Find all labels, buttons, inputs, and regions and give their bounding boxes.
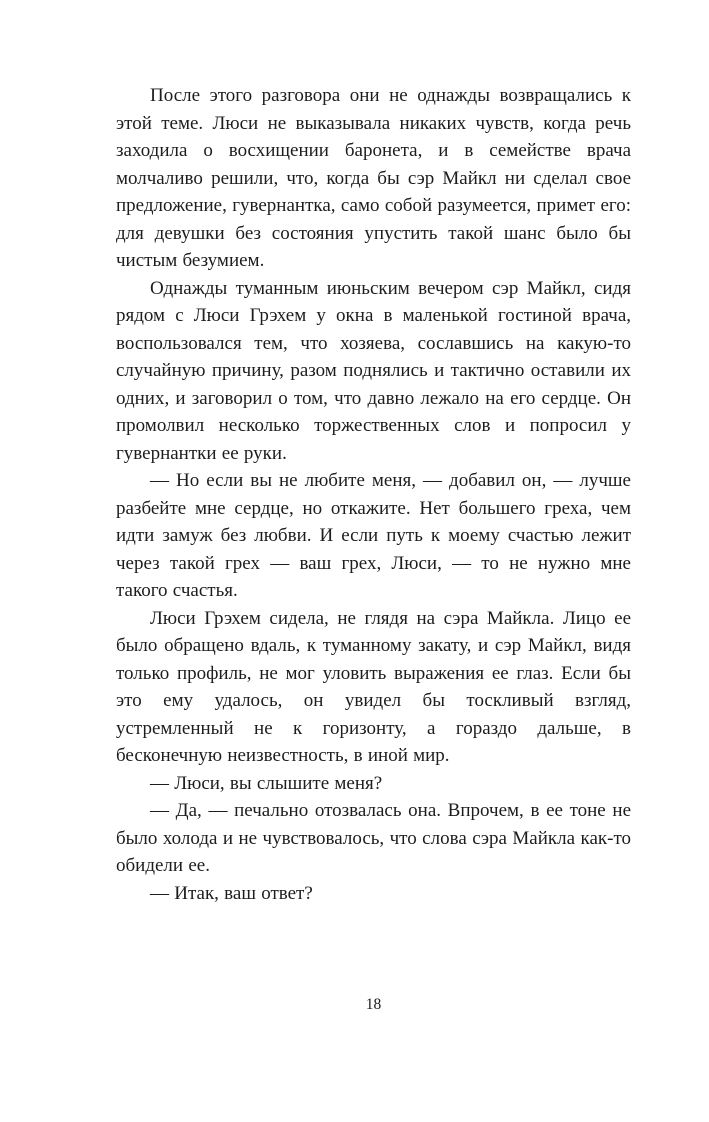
paragraph-dialogue: — Но если вы не любите меня, — добавил он, — лучше разбейте мне сердце, но откажите. Нет большего греха, чем идти замуж без любви. И если путь к моему счастью лежит через такой грех — ваш грех, Люси, — то не нужно мне такого счастья. [116,470,631,601]
paragraph-dialogue: — Итак, ваш ответ? [150,882,313,904]
paragraph: После этого разговора они не однажды возвращались к этой теме. Люси не выказывала никаких чувств, когда речь заходила о восхищении баронета, и в семействе врача молчаливо решили, что, когда бы сэр Майкл ни сделал свое предложение, гувернантка, само собой разумеется, примет его: для девушки без состояния упустить такой шанс было бы чистым безумием. [116,85,631,271]
paragraph-dialogue: — Люси, вы слышите меня? [150,772,383,794]
paragraph: Однажды туманным июньским вечером сэр Майкл, сидя рядом с Люси Грэхем у окна в маленькой гостиной врача, воспользовался тем, что хозяева, сославшись на какую-то случайную причину, разом поднялись и тактично оставили их одних, и заговорил о том, что давно лежало на его сердце. Он промолвил несколько торжественных слов и попросил у гувернантки ее руки. [116,277,631,464]
page-number: 18 [365,996,382,1013]
book-page-text [116,82,631,907]
paragraph-dialogue: — Да, — печально отозвалась она. Впрочем, в ее тоне не было холода и не чувствовалось, что слова сэра Майкла как-то обидели ее. [116,800,631,876]
paragraph: Люси Грэхем сидела, не глядя на сэра Майкла. Лицо ее было обращено вдаль, к туманному закату, и сэр Майкл, видя только профиль, не мог уловить выражения ее глаз. Если бы это ему удалось, он увидел бы тоскливый взгляд, устремленный не к горизонту, а гораздо дальше, в бесконечную неизвестность, в иной мир. [116,607,631,766]
